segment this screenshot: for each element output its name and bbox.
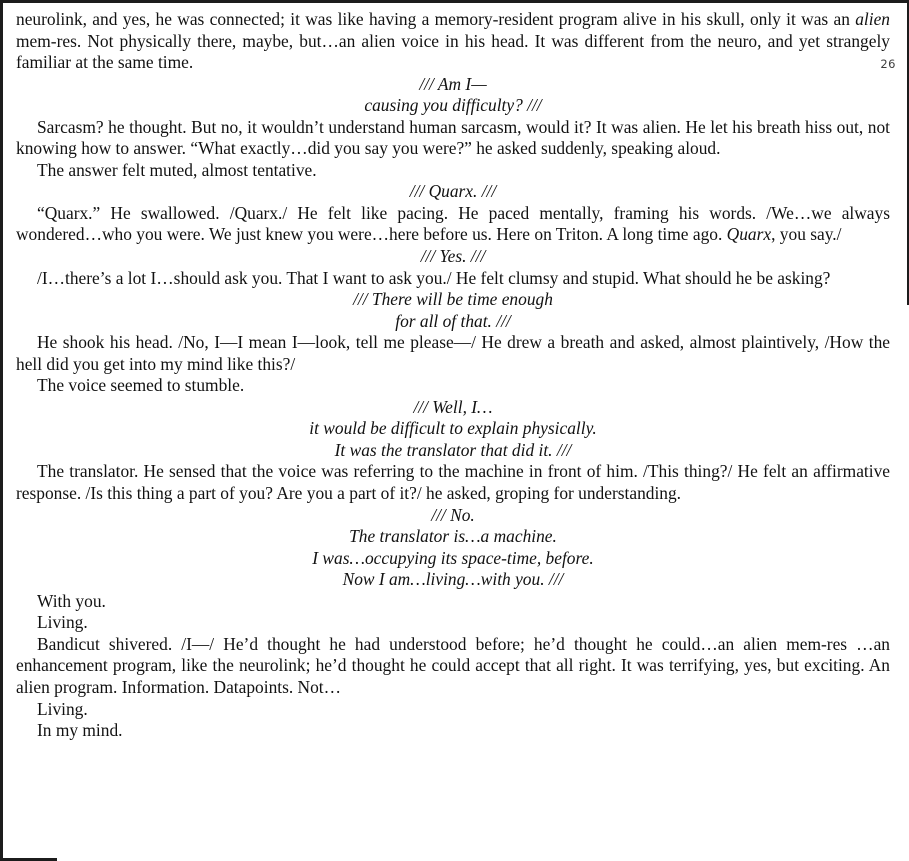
paragraph xyxy=(16,699,890,721)
text-run: Living. xyxy=(37,698,88,719)
paragraph xyxy=(16,591,890,613)
page-border-left xyxy=(0,0,3,861)
text-run: Bandicut shivered. /I—/ He’d thought he had understood before; he’d thought he could…an alien mem-res …an enhancement program, like the neurolink; he’d thought he could accept that all right. It was terrifying, yes, but exciting. An alien program. Information. Datapoints. Not… xyxy=(16,633,890,697)
alien-voice-line: The translator is…a machine. xyxy=(349,526,557,547)
alien-voice-block xyxy=(16,289,890,332)
text-run: He shook his head. /No, I—I mean I—look, tell me please—/ He drew a breath and asked, almost plaintively, /How the hell did you get into my mind like this?/ xyxy=(16,332,890,374)
text-run: Sarcasm? he thought. But no, it wouldn’t understand human sarcasm, would it? It was alien. He let his breath hiss out, not knowing how to answer. “What exactly…did you say you were?” he asked suddenly, speaking aloud. xyxy=(16,116,890,159)
paragraph xyxy=(16,720,890,742)
italic-text: alien xyxy=(855,9,890,29)
alien-voice-line: /// Am I— xyxy=(419,73,487,94)
paragraph xyxy=(16,375,890,397)
alien-voice-block xyxy=(16,397,890,462)
paragraph xyxy=(16,9,890,74)
alien-voice-block xyxy=(16,181,890,203)
paragraph xyxy=(16,203,890,246)
alien-voice-block xyxy=(16,505,890,591)
text-run: , you say./ xyxy=(771,224,842,245)
paragraph xyxy=(16,634,890,699)
text-run: The translator. He sensed that the voice was referring to the machine in front of him. /This thing?/ He felt an affirmative response. /Is this thing a part of you? Are you a part of it?/ he asked, groping for understanding. xyxy=(16,461,890,504)
paragraph xyxy=(16,461,890,504)
alien-voice-line: /// No. xyxy=(431,504,475,525)
text-run: The voice seemed to stumble. xyxy=(37,375,245,396)
alien-voice-line: /// There will be time enough xyxy=(353,289,553,310)
alien-voice-line: /// Yes. /// xyxy=(420,246,486,267)
paragraph xyxy=(16,117,890,160)
paragraph xyxy=(16,268,890,290)
alien-voice-block xyxy=(16,246,890,268)
text-run: The answer felt muted, almost tentative. xyxy=(37,159,317,180)
page-border-top xyxy=(0,0,909,3)
alien-voice-line: /// Well, I… xyxy=(413,396,493,417)
italic-text: Quarx xyxy=(726,224,772,245)
alien-voice-line: it would be difficult to explain physically. xyxy=(309,418,597,439)
paragraph xyxy=(16,160,890,182)
text-run: With you. xyxy=(37,590,106,611)
paragraph xyxy=(16,332,890,375)
alien-voice-block xyxy=(16,74,890,117)
text-run: “Quarx.” He swallowed. /Quarx./ He felt like pacing. He paced mentally, framing his words. /We…we always wondered…who you were. We just knew you were…here before us. Here on Triton. A long time ago. xyxy=(16,202,890,245)
text-run: /I…there’s a lot I…should ask you. That I want to ask you./ He felt clumsy and stupid. What should he be asking? xyxy=(37,267,831,288)
text-run: mem-res. Not physically there, maybe, but…an alien voice in his head. It was different from the neuro, and yet strangely familiar at the same time. xyxy=(16,30,890,73)
text-run: In my mind. xyxy=(37,720,123,741)
alien-voice-line: /// Quarx. /// xyxy=(409,181,497,202)
paragraph xyxy=(16,612,890,634)
text-run: neurolink, and yes, he was connected; it was like having a memory-resident program alive in his skull, only it was an xyxy=(16,9,856,29)
alien-voice-line: Now I am…living…with you. /// xyxy=(342,569,564,590)
text-flow xyxy=(16,9,890,742)
alien-voice-line: causing you difficulty? /// xyxy=(364,95,542,116)
alien-voice-line: for all of that. /// xyxy=(395,310,511,331)
alien-voice-line: It was the translator that did it. /// xyxy=(334,439,572,460)
alien-voice-line: I was…occupying its space-time, before. xyxy=(312,547,594,568)
text-run: Living. xyxy=(37,612,88,633)
page-number: 26 xyxy=(880,57,896,71)
